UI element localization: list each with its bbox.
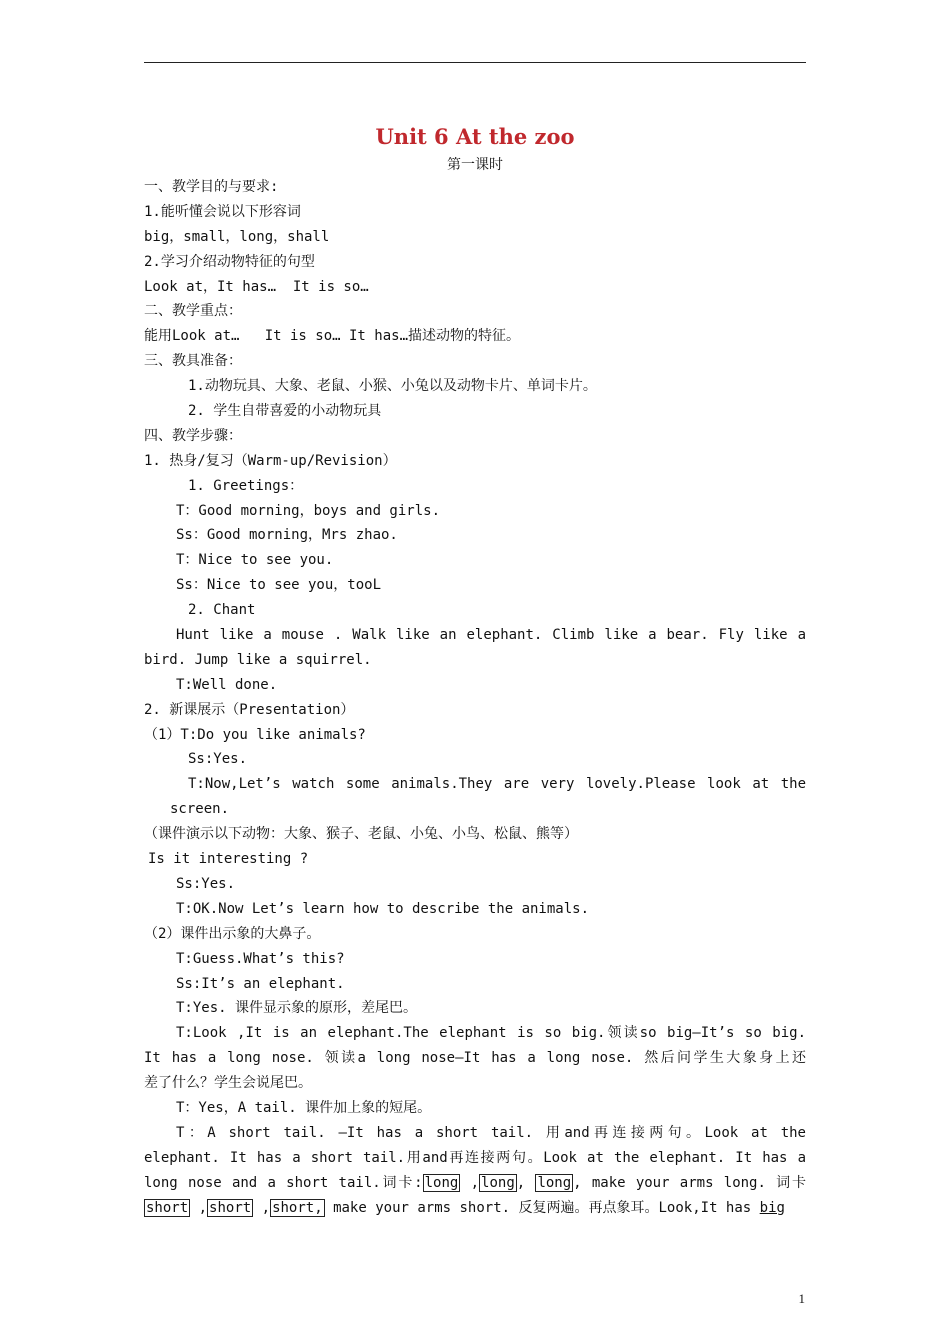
dialogue-line: T：Yes，A tail. 课件加上象的短尾。 [176, 1099, 432, 1116]
text-line: elephant. It has a short tail.用and再连接两句。Look at the elephant. It has a [144, 1149, 806, 1166]
text-line: screen. [170, 801, 230, 818]
word-card-line: long nose and a short tail.词卡: long , long , long , make your arms long. 词卡 [144, 1174, 806, 1191]
text-line: 能用Look at… It is so… It has…描述动物的特征。 [144, 328, 521, 345]
dialogue-line: Ss:Yes. [176, 875, 236, 892]
dialogue-line: Ss:Yes. [188, 751, 248, 768]
word-card-long: long [424, 1174, 459, 1191]
page-number: 1 [798, 1291, 805, 1306]
text-line: 1. Greetings： [188, 477, 304, 494]
text-line: 2. Chant [188, 602, 256, 619]
section-heading: 2. 新课展示（Presentation） [144, 701, 355, 718]
dialogue-line: T:Well done. [176, 676, 278, 693]
dialogue-line: T:OK.Now Let’s learn how to describe the animals. [176, 900, 590, 917]
text-line: （课件演示以下动物：大象、猴子、老鼠、小兔、小鸟、松鼠、熊等） [144, 826, 578, 843]
document-title: Unit 6 At the zoo [375, 124, 575, 149]
word-card-short: short, [272, 1199, 323, 1216]
dialogue-line: Ss:It’s an elephant. [176, 975, 345, 992]
text-line: 1.动物玩具、大象、老鼠、小猴、小兔以及动物卡片、单词卡片。 [188, 378, 597, 395]
dialogue-line: T:Guess.What’s this? [176, 950, 345, 967]
section-heading: 一、教学目的与要求: [144, 179, 279, 195]
dialogue-line: T:Look ,It is an elephant.The elephant is so big.领读so big—It’s so big. [176, 1025, 806, 1042]
dialogue-line: Ss：Good morning，Mrs zhao. [176, 527, 398, 544]
dialogue-line: Ss：Nice to see you，tooL [176, 577, 382, 594]
text-line: 差了什么？学生会说尾巴。 [144, 1075, 312, 1092]
text-line: It has a long nose. 领读a long nose—It has a long nose. 然后问学生大象身上还 [144, 1050, 806, 1067]
text-line: 2. 学生自带喜爱的小动物玩具 [188, 403, 382, 420]
header-rule [144, 62, 806, 63]
text-line: Look at，It has… It is so… [144, 278, 369, 295]
dialogue-line: T:Yes. 课件显示象的原形，差尾巴。 [176, 1000, 418, 1017]
text-line: （2）课件出示象的大鼻子。 [144, 925, 321, 942]
text-line: Hunt like a mouse . Walk like an elephant. Climb like a bear. Fly like a [176, 627, 806, 644]
word-card-long: long [481, 1174, 515, 1191]
text-line: big，small，long，shall [144, 228, 330, 245]
word-card-short: short [209, 1199, 252, 1216]
section-heading: 三、教具准备： [144, 353, 242, 370]
dialogue-line: T：A short tail. —It has a short tail. 用and再连接两句。Look at the [176, 1124, 806, 1141]
text-line: 2.学习介绍动物特征的句型 [144, 253, 315, 270]
word-card-line: short , short , short, make your arms short. 反复两遍。再点象耳。Look,It has big [146, 1199, 785, 1216]
text-line: 1.能听懂会说以下形容词 [144, 203, 301, 220]
dialogue-line: （1）T:Do you like animals? [144, 726, 366, 743]
dialogue-line: T：Good morning，boys and girls. [176, 502, 441, 519]
text-line: 1. 热身/复习（Warm-up/Revision） [144, 452, 397, 469]
dialogue-line: T：Nice to see you. [176, 552, 334, 569]
word-card-long: long [537, 1174, 572, 1191]
word-card-short: short [146, 1199, 189, 1216]
lesson-body [144, 175, 806, 1220]
text-line: bird. Jump like a squirrel. [144, 651, 372, 668]
underlined-word: big [759, 1199, 785, 1216]
section-heading: 四、教学步骤： [144, 427, 242, 444]
lesson-subtitle: 第一课时 [447, 157, 503, 173]
section-heading: 二、教学重点： [144, 303, 242, 320]
dialogue-line: Is it interesting ? [148, 851, 309, 868]
dialogue-line: T:Now,Let’s watch some animals.They are very lovely.Please look at the [188, 776, 806, 793]
